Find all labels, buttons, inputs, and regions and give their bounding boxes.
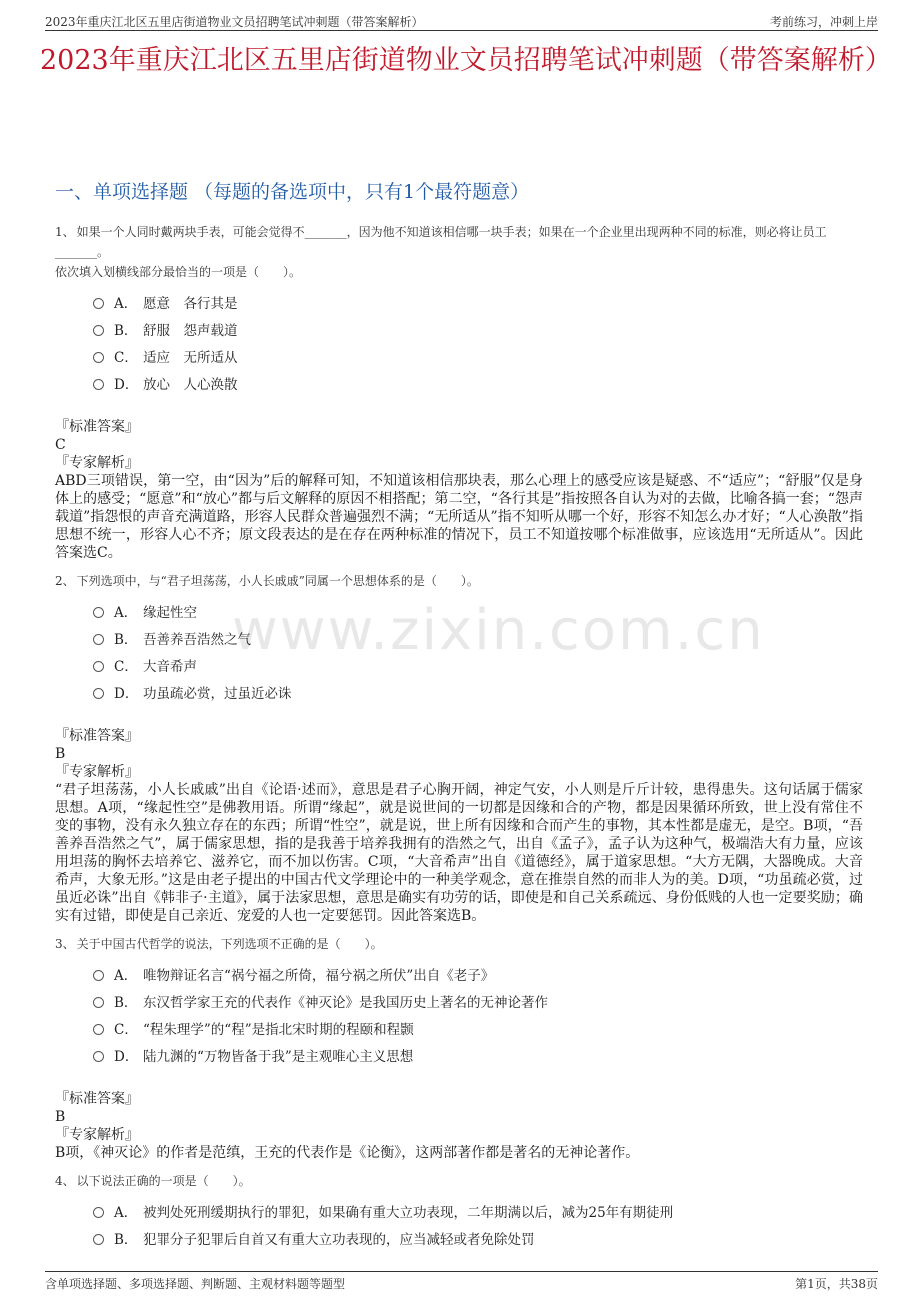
radio-button-icon[interactable] bbox=[93, 325, 104, 336]
option-key: D． bbox=[114, 685, 139, 702]
question-number: 3、 bbox=[55, 937, 75, 951]
option-key: C． bbox=[114, 658, 138, 675]
option-key: A． bbox=[114, 967, 138, 984]
radio-button-icon[interactable] bbox=[93, 970, 104, 981]
radio-button-icon[interactable] bbox=[93, 661, 104, 672]
radio-button-icon[interactable] bbox=[93, 298, 104, 309]
question-stem: 关于中国古代哲学的说法，下列选项不正确的是（ ）。 bbox=[76, 937, 383, 951]
section-heading: 一、单项选择题 （每题的备选项中，只有1个最符题意） bbox=[55, 181, 530, 203]
option-text: 唯物辩证名言“祸兮福之所倚，福兮祸之所伏”出自《老子》 bbox=[143, 967, 495, 984]
option-item[interactable] bbox=[93, 624, 863, 651]
option-text: 适应 无所适从 bbox=[143, 349, 238, 366]
option-key: A． bbox=[114, 1204, 138, 1221]
analysis-text: B项，《神灭论》的作者是范缜，王充的代表作是《论衡》，这两部著作都是著名的无神论著作。 bbox=[55, 1145, 640, 1161]
answer-label: 『标准答案』 bbox=[55, 419, 139, 435]
option-list bbox=[93, 597, 863, 705]
footer-question-types: 含单项选择题、多项选择题、判断题、主观材料题等题型 bbox=[45, 1277, 346, 1291]
analysis-text: ABD三项错误，第一空，由“因为”后的解释可知，不知道该相信那块表，那么心理上的感受应该是疑惑、不“适应”；“舒服”仅是身体上的感受；“愿意”和“放心”都与后文解释的原因不相搭配；第二空，“各行其是”指按照各自认为对的去做，比喻各搞一套；“怨声载道”指怨恨的声音充满道路，形容人民群众普遍强烈不满；“无所适从”指不知听从哪一个好，形容不知怎么办才好；“人心涣散”指思想不统一，形容人心不齐；原文段表达的是在存在两种标准的情况下，员工不知道按哪个标准做事，应该选用“无所适从”。因此答案选C。 bbox=[55, 473, 863, 561]
footer-page-number: 第1页，共38页 bbox=[795, 1277, 878, 1291]
option-key: C． bbox=[114, 349, 138, 366]
option-text: 缘起性空 bbox=[143, 604, 197, 621]
analysis-label: 『专家解析』 bbox=[55, 455, 139, 471]
option-key: A． bbox=[114, 295, 138, 312]
radio-button-icon[interactable] bbox=[93, 352, 104, 363]
option-item[interactable] bbox=[93, 1014, 863, 1041]
option-item[interactable] bbox=[93, 651, 863, 678]
option-item[interactable] bbox=[93, 1041, 863, 1068]
option-text: 愿意 各行其是 bbox=[143, 295, 238, 312]
option-key: C． bbox=[114, 1021, 138, 1038]
spacer bbox=[55, 1162, 863, 1171]
question-text bbox=[55, 571, 863, 591]
option-text: 功虽疏必赏，过虽近必诛 bbox=[143, 685, 292, 702]
question-text bbox=[55, 222, 863, 262]
radio-button-icon[interactable] bbox=[93, 688, 104, 699]
option-item[interactable] bbox=[93, 678, 863, 705]
radio-button-icon[interactable] bbox=[93, 379, 104, 390]
answer-value: B bbox=[55, 746, 66, 762]
option-text: 吾善养吾浩然之气 bbox=[143, 631, 251, 648]
option-list bbox=[93, 1197, 863, 1251]
header-slogan: 考前练习，冲刺上岸 bbox=[769, 15, 878, 29]
answer-label: 『标准答案』 bbox=[55, 728, 139, 744]
option-item[interactable] bbox=[93, 288, 863, 315]
option-text: 犯罪分子犯罪后自首又有重大立功表现的，应当减轻或者免除处罚 bbox=[143, 1231, 535, 1248]
question-number: 1、 bbox=[55, 225, 75, 239]
radio-button-icon[interactable] bbox=[93, 607, 104, 618]
option-key: D． bbox=[114, 1048, 139, 1065]
option-text: 放心 人心涣散 bbox=[143, 376, 238, 393]
spacer bbox=[55, 396, 863, 418]
option-key: B． bbox=[114, 994, 138, 1011]
radio-button-icon[interactable] bbox=[93, 1024, 104, 1035]
option-list bbox=[93, 960, 863, 1068]
question-text bbox=[55, 1171, 863, 1191]
option-item[interactable] bbox=[93, 342, 863, 369]
option-item[interactable] bbox=[93, 369, 863, 396]
question-block bbox=[55, 571, 863, 934]
option-item[interactable] bbox=[93, 987, 863, 1014]
answer-label: 『标准答案』 bbox=[55, 1091, 139, 1107]
option-text: “程朱理学”的“程”是指北宋时期的程颐和程颢 bbox=[143, 1021, 414, 1038]
question-list bbox=[55, 222, 863, 1251]
question-stem: 下列选项中，与“君子坦荡荡，小人长戚戚”同属一个思想体系的是（ ）。 bbox=[76, 574, 479, 588]
spacer bbox=[55, 562, 863, 571]
spacer bbox=[55, 1068, 863, 1090]
option-text: 大音希声 bbox=[143, 658, 197, 675]
question-number: 2、 bbox=[55, 574, 75, 588]
option-item[interactable] bbox=[93, 1224, 863, 1251]
radio-button-icon[interactable] bbox=[93, 1207, 104, 1218]
option-key: D． bbox=[114, 376, 139, 393]
option-item[interactable] bbox=[93, 597, 863, 624]
question-stem: 以下说法正确的一项是（ ）。 bbox=[76, 1174, 251, 1188]
question-stem: 如果一个人同时戴两块手表，可能会觉得不_______，因为他不知道该相信哪一块手表；如果在一个企业里出现两种不同的标准，则必将让员工_______。 bbox=[55, 225, 827, 259]
option-text: 陆九渊的“万物皆备于我”是主观唯心主义思想 bbox=[143, 1048, 414, 1065]
option-key: B． bbox=[114, 631, 138, 648]
radio-button-icon[interactable] bbox=[93, 997, 104, 1008]
analysis-label: 『专家解析』 bbox=[55, 1127, 139, 1143]
option-text: 被判处死刑缓期执行的罪犯，如果确有重大立功表现，二年期满以后，减为25年有期徒刑 bbox=[143, 1204, 674, 1221]
spacer bbox=[55, 705, 863, 727]
option-text: 舒服 怨声载道 bbox=[143, 322, 238, 339]
question-block bbox=[55, 934, 863, 1171]
question-text bbox=[55, 934, 863, 954]
radio-button-icon[interactable] bbox=[93, 634, 104, 645]
option-item[interactable] bbox=[93, 960, 863, 987]
option-text: 东汉哲学家王充的代表作《神灭论》是我国历史上著名的无神论著作 bbox=[143, 994, 548, 1011]
option-item[interactable] bbox=[93, 1197, 863, 1224]
radio-button-icon[interactable] bbox=[93, 1234, 104, 1245]
radio-button-icon[interactable] bbox=[93, 1051, 104, 1062]
option-key: A． bbox=[114, 604, 138, 621]
question-number: 4、 bbox=[55, 1174, 75, 1188]
page-title: 2023年重庆江北区五里店街道物业文员招聘笔试冲刺题（带答案解析） bbox=[40, 45, 892, 76]
analysis-text: “君子坦荡荡，小人长戚戚”出自《论语·述而》，意思是君子心胸开阔，神定气安，小人则是斤斤计较，患得患失。这句话属于儒家思想。A项，“缘起性空”是佛教用语。所谓“缘起”，就是说世间的一切都是因缘和合的产物，都是因果循环所致，世上没有常住不变的事物，没有永久独立存在的东西；所谓“性空”，就是说，世上所有因缘和合而产生的事物，其本性都是虚无，是空。B项，“吾善养吾浩然之气”，属于儒家思想，指的是我善于培养我拥有的浩然之气，出自《孟子》，孟子认为这种气，极端浩大有力量，应该用坦荡的胸怀去培养它、滋养它，而不加以伤害。C项，“大音希声”出自《道德经》，属于道家思想。“大方无隅，大器晚成。大音希声，大象无形。”这是由老子提出的中国古代文学理论中的一种美学观念，意在推崇自然的而非人为的美。D项，“功虽疏必赏，过虽近必诛”出自《韩非子·主道》，属于法家思想，意思是确实有功劳的话，即使是和自己关系疏远、身份低贱的人也一定要奖励；确实有过错，即使是自己亲近、宠爱的人也一定要惩罚。因此答案选B。 bbox=[55, 782, 863, 924]
question-block bbox=[55, 222, 863, 571]
page-footer bbox=[45, 1271, 878, 1292]
watermark: www.zixin.com.cn bbox=[232, 598, 765, 663]
answer-value: B bbox=[55, 1109, 66, 1125]
option-key: B． bbox=[114, 322, 138, 339]
spacer bbox=[55, 925, 863, 934]
answer-value: C bbox=[55, 437, 66, 453]
option-list bbox=[93, 288, 863, 396]
question-hint: 依次填入划横线部分最恰当的一项是（ ）。 bbox=[55, 265, 302, 279]
analysis-label: 『专家解析』 bbox=[55, 764, 139, 780]
option-item[interactable] bbox=[93, 315, 863, 342]
option-key: B． bbox=[114, 1231, 138, 1248]
header-doc-title: 2023年重庆江北区五里店街道物业文员招聘笔试冲刺题（带答案解析） bbox=[45, 15, 424, 29]
question-block bbox=[55, 1171, 863, 1251]
page-header bbox=[45, 10, 878, 31]
